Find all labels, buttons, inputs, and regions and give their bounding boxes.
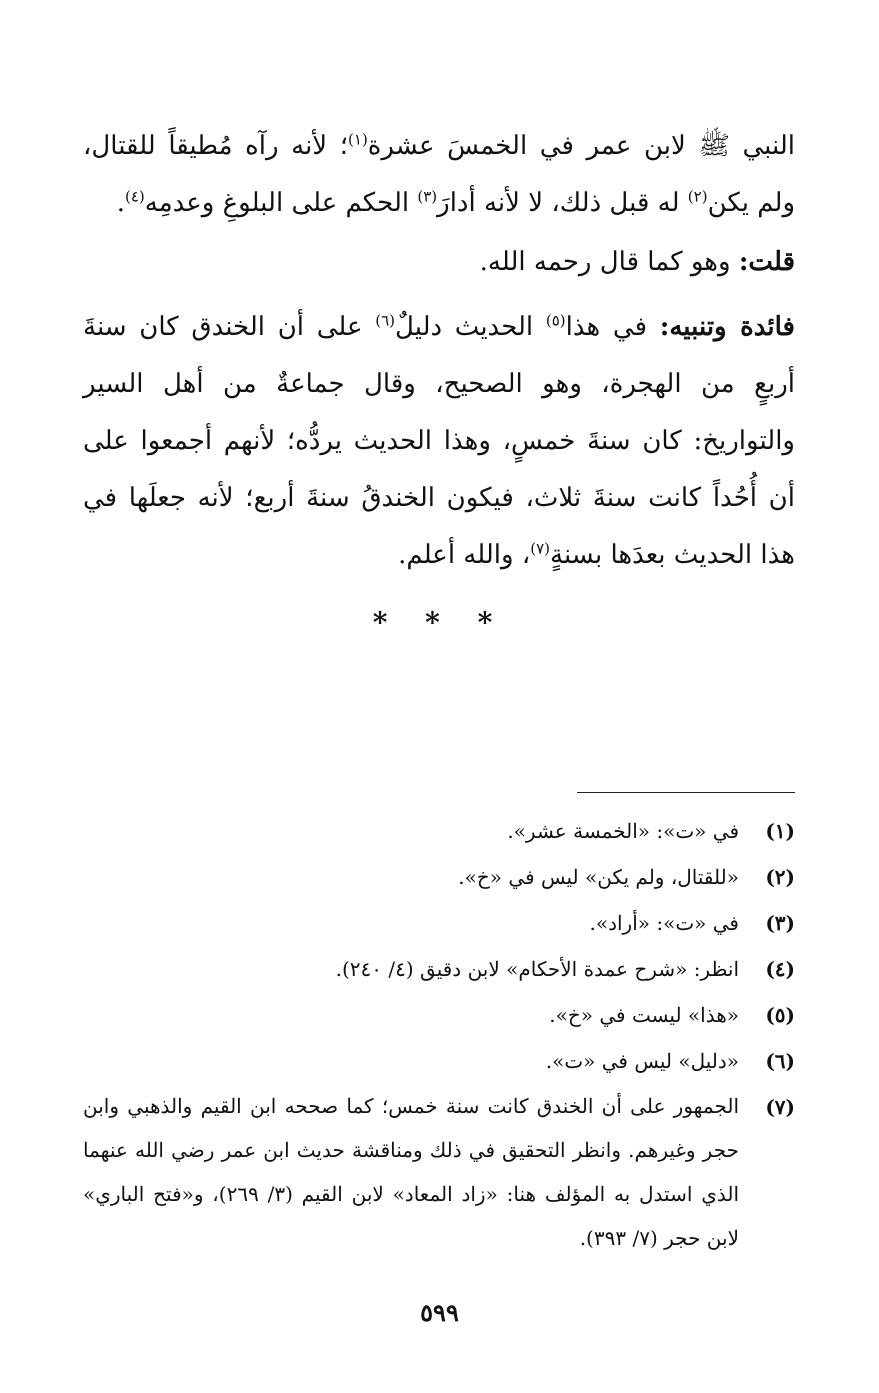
text-run: وهو كما قال رحمه الله. (479, 247, 739, 277)
footnote-number: (٣) (765, 911, 795, 935)
text-run: ؛ لأنه رآه مُطيقاً للقتال، ولم يكن (83, 131, 795, 218)
footnote-text: الجمهور على أن الخندق كانت سنة خمس؛ كما صححه ابن القيم والذهبي وابن حجر وغيرهم. وانظر التحقيق في ذلك ومناقشة حديث ابن عمر رضي الله عنهما الذي استدل به المؤلف هنا: «زاد المعاد» لابن القيم (٣/ ٢٦٩)، و«فتح الباري» لابن حجر (٧/ ٣٩٣). (83, 1094, 739, 1250)
footnote (83, 854, 795, 900)
text-run: الحكم على البلوغِ وعدمِه (144, 188, 418, 218)
footnotes (83, 808, 795, 1260)
footnote (83, 946, 795, 992)
footnote (83, 1084, 795, 1260)
paragraph-lead: قلت: (738, 247, 795, 277)
footnote-ref-7: (٧) (530, 539, 550, 558)
footnote (83, 808, 795, 854)
footnote-number: (٥) (765, 1003, 795, 1027)
footnote-text: في «ت»: «أراد». (589, 911, 739, 935)
text-run: على أن الخندق كان سنةَ أربعٍ من الهجرة، وهو الصحيح، وقال جماعةٌ من أهل السير والتواريخ: كان سنةَ خمسٍ، وهذا الحديث يردُّه؛ لأنهم أجمعوا على أن أُحُداً كانت سنةَ ثلاث، فيكون الخندقُ سنةَ أربع؛ لأنه جعلَها في هذا الحديث بعدَها بسنةٍ (83, 312, 795, 570)
paragraph-2 (83, 234, 795, 291)
footnote-ref-2: (٢) (687, 187, 708, 206)
footnote-number: (٧) (765, 1095, 795, 1119)
section-separator: * * * (372, 606, 507, 639)
footnote-number: (٦) (765, 1049, 795, 1073)
text-run: . (116, 188, 125, 218)
text-run: الحديث دليلٌ (395, 312, 546, 342)
footnote (83, 900, 795, 946)
text-run: له قبل ذلك، لا لأنه أدارَ (437, 188, 688, 218)
page-number: ٥٩٩ (420, 1298, 459, 1327)
footnote-ref-1: (١) (348, 130, 368, 149)
paragraph-3 (83, 299, 795, 584)
main-text (83, 118, 795, 584)
footnote-ref-3: (٣) (417, 187, 438, 206)
footnote-text: «هذا» ليست في «خ». (549, 1003, 739, 1027)
footnote-ref-4: (٤) (125, 187, 145, 206)
footnote-text: انظر: «شرح عمدة الأحكام» لابن دقيق (٤/ ٢٤٠). (335, 957, 739, 981)
text-run: ، والله أعلم. (398, 540, 531, 570)
footnote (83, 992, 795, 1038)
footnote-rule (577, 792, 795, 793)
footnote-text: في «ت»: «الخمسة عشر». (507, 819, 739, 843)
paragraph-1 (83, 118, 795, 232)
footnote-text: «للقتال، ولم يكن» ليس في «خ». (458, 865, 739, 889)
footnote (83, 1038, 795, 1084)
footnote-number: (٢) (765, 865, 795, 889)
text-run: في هذا (565, 312, 660, 342)
text-run: النبي ﷺ لابن عمر في الخمسَ عشرة (367, 131, 795, 161)
footnote-number: (١) (765, 819, 795, 843)
footnote-ref-6: (٦) (375, 311, 396, 330)
footnote-number: (٤) (765, 957, 795, 981)
footnote-text: «دليل» ليس في «ت». (545, 1049, 739, 1073)
footnote-ref-5: (٥) (545, 311, 566, 330)
paragraph-lead: فائدة وتنبيه: (659, 312, 795, 342)
